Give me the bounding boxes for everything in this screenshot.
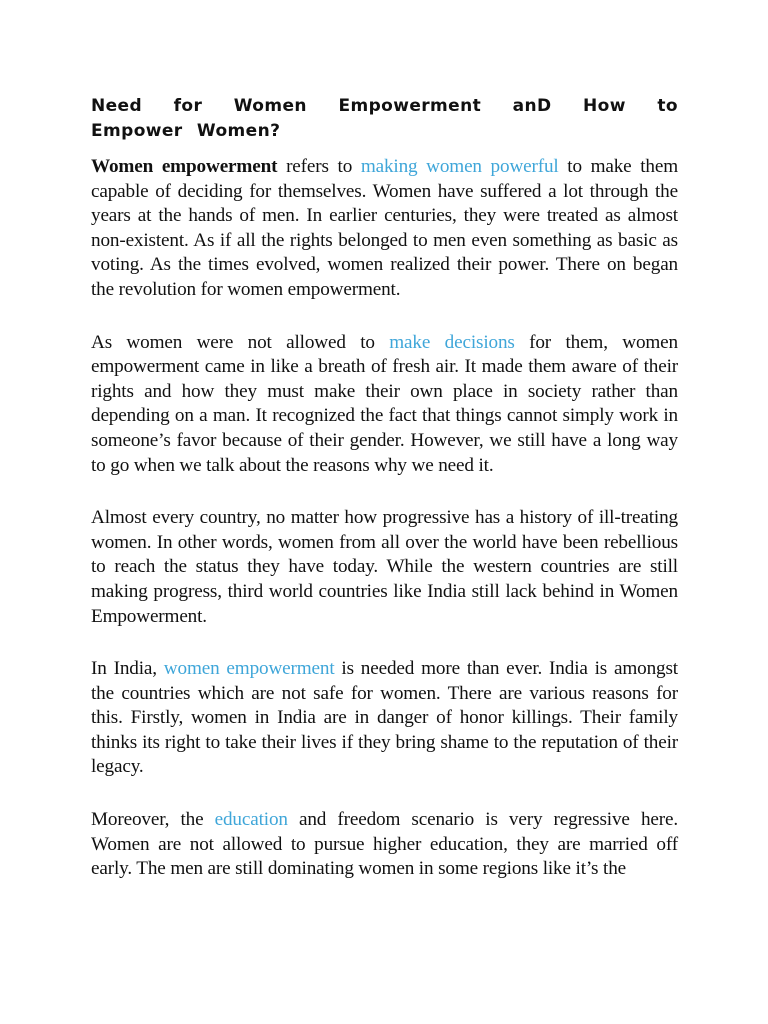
- link-making-women-powerful[interactable]: making women powerful: [360, 156, 559, 177]
- paragraph-text: and freedom scenario is very regressive here. Women are not allowed to pursue higher education, they are married off early. The men are still dominating women in some regions like it’s the: [91, 809, 679, 880]
- document-title: Need for Women Empowerment anD How to Empower Women?: [91, 96, 678, 141]
- link-make-decisions[interactable]: make decisions: [389, 331, 515, 353]
- paragraph-1: [91, 155, 678, 303]
- paragraph-3: [91, 506, 678, 629]
- link-education[interactable]: education: [214, 809, 288, 831]
- paragraph-2: [91, 331, 678, 479]
- paragraph-text: for them, women empowerment came in like a breath of fresh air. It made them aware of their rights and how they must make their own place in society rather than depending on a man. It recognized the fact that things cannot simply work in someone’s favor because of their gender. However, we still have a long way to go when we talk about the reasons why we need it.: [91, 331, 678, 476]
- paragraph-text: to make them capable of deciding for themselves. Women have suffered a lot through the years at the hands of men. In earlier centuries, they were treated as almost non-existent. As if all the rights belonged to men even something as basic as voting. As the times evolved, women realized their power. There on began the revolution for women empowerment.: [91, 156, 678, 300]
- bold-term: Women empowerment: [91, 156, 278, 177]
- paragraph-4: [91, 657, 678, 780]
- paragraph-text: refers to: [277, 156, 361, 177]
- paragraph-5: [91, 808, 678, 882]
- paragraph-text: As women were not allowed to: [91, 331, 390, 353]
- paragraph-text: Moreover, the: [91, 809, 215, 831]
- paragraph-text: is needed more than ever. India is amongst the countries which are not safe for women. There are various reasons for this. Firstly, women in India are in danger of honor killings. Their family thinks its right to take their lives if they bring shame to the reputation of their legacy.: [91, 658, 678, 778]
- paragraph-text: Almost every country, no matter how progressive has a history of ill-treating women. In other words, women from all over the world have been rebellious to reach the status they have today. While the western countries are still making progress, third world countries like India still lack behind in Women Empowerment.: [91, 507, 678, 627]
- document-page: [91, 94, 678, 910]
- link-women-empowerment[interactable]: women empowerment: [163, 658, 335, 680]
- paragraph-text: In India,: [91, 658, 164, 680]
